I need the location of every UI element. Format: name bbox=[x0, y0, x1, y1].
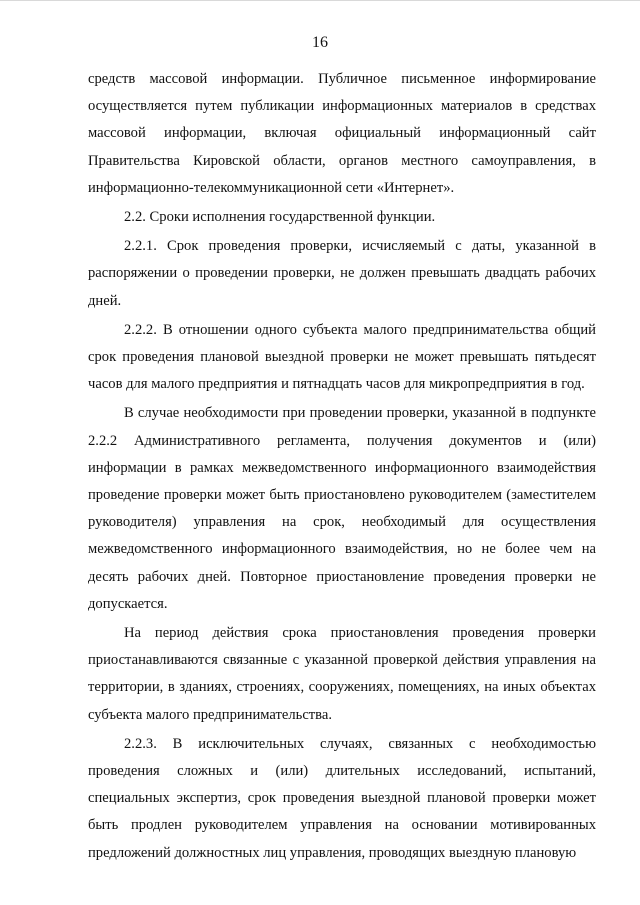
paragraph-section-heading: 2.2. Сроки исполнения государственной функции. bbox=[124, 209, 436, 226]
paragraph-suspension-period: На период действия срока приостановления проведения проверки приостанавливаются связанные с указанной проверкой действия управления на территории, в зданиях, строениях, сооружениях, помещениях, на иных объектах субъекта малого предпринимательства. bbox=[88, 625, 596, 723]
paragraph-continuation: средств массовой информации. Публичное письменное информирование осуществляется путем публикации информационных материалов в средствах массовой информации, включая официальный информационный сайт Правительства Кировской области, органов местного самоуправления, в информационно-телекоммуникационной сети «Интернет». bbox=[88, 71, 596, 196]
paragraph-2-2-1: 2.2.1. Срок проведения проверки, исчисляемый с даты, указанной в распоряжении о проведении проверки, не должен превышать двадцать рабочих дней. bbox=[88, 238, 596, 309]
paragraph-suspension: В случае необходимости при проведении проверки, указанной в подпункте 2.2.2 Административного регламента, получения документов и (или) информации в рамках межведомственного информационного взаимодействия проведение проверки может быть приостановлено руководителем (заместителем руководителя) управления на срок, необходимый для осуществления межведомственного информационного взаимодействия, но не более чем на десять рабочих дней. Повторное приостановление проведения проверки не допускается. bbox=[88, 405, 596, 612]
paragraph-2-2-2: 2.2.2. В отношении одного субъекта малого предпринимательства общий срок проведения плановой выездной проверки не может превышать пятьдесят часов для малого предприятия и пятнадцать часов для микропредприятия в год. bbox=[88, 321, 596, 393]
page-number: 16 bbox=[312, 34, 328, 51]
page-top-edge bbox=[0, 0, 640, 1]
paragraph-2-2-3: 2.2.3. В исключительных случаях, связанных с необходимостью проведения сложных и (или) длительных исследований, испытаний, специальных экспертиз, срок проведения выездной плановой проверки может быть продлен руководителем управления на основании мотивированных предложений должностных лиц управления, проводящих выездную плановую bbox=[88, 735, 596, 861]
document-body bbox=[88, 66, 596, 867]
